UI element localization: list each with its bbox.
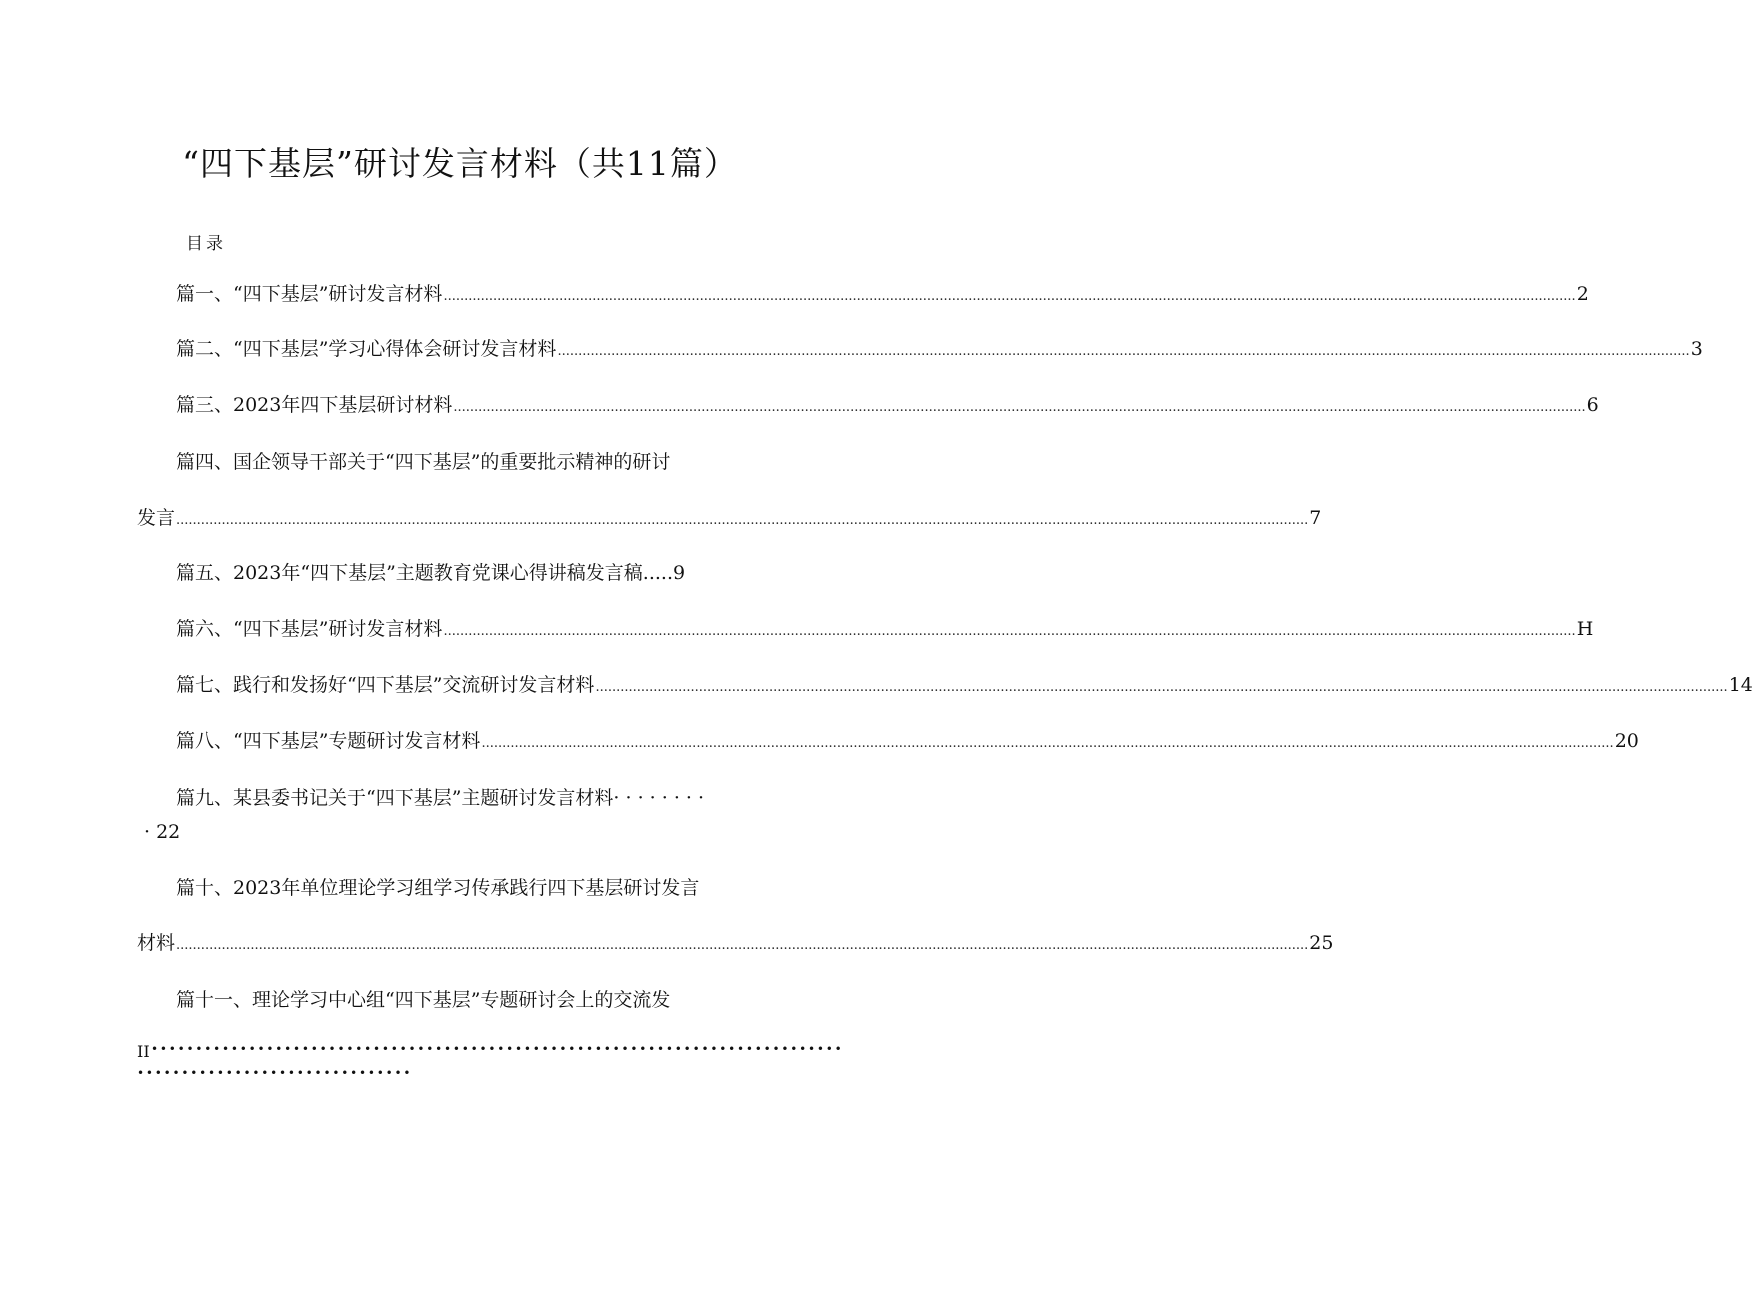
leader-dots [176,509,1308,533]
toc-entry-11-line1[interactable]: 篇十一、理论学习中心组“四下基层”专题研讨会上的交流发 [176,989,671,1011]
document-title: “四下基层”研讨发言材料（共11篇） [182,144,738,183]
leader-dots [176,934,1308,958]
toc-entry-1-page: 2 [1576,283,1589,305]
toc-entry-4[interactable] [137,506,1322,530]
leader-dots [481,732,1613,756]
toc-entry-11-bullets-row2: ••••••••••••••••••••••••••••••• [137,1066,413,1080]
toc-entry-2-page: 3 [1690,338,1703,360]
toc-entry-1[interactable] [176,282,1589,306]
toc-entry-8[interactable] [176,729,1639,753]
toc-entry-5[interactable]: 篇五、2023年“四下基层”主题教育党课心得讲稿发言稿.....9 [176,562,686,584]
leader-dots [453,396,1585,420]
toc-entry-11-prefix: II [137,1042,150,1061]
toc-entry-6-page: H [1576,618,1594,640]
leader-dots [443,285,1575,309]
toc-entry-3-page: 6 [1586,394,1599,416]
toc-entry-8-title: 篇八、“四下基层”专题研讨发言材料 [176,730,481,752]
toc-entry-10-line1[interactable]: 篇十、2023年单位理论学习组学习传承践行四下基层研讨发言 [176,877,700,899]
toc-entry-4-page: 7 [1309,507,1322,529]
toc-entry-6-title: 篇六、“四下基层”研讨发言材料 [176,618,443,640]
toc-entry-7-title: 篇七、践行和发扬好“四下基层”交流研讨发言材料 [176,674,595,696]
toc-entry-10[interactable] [137,931,1334,955]
toc-entry-2-title: 篇二、“四下基层”学习心得体会研讨发言材料 [176,338,557,360]
toc-entry-3[interactable] [176,393,1599,417]
toc-entry-8-page: 20 [1614,730,1639,752]
toc-entry-6[interactable] [176,617,1594,641]
toc-entry-10-title-cont: 材料 [137,932,176,954]
toc-entry-2[interactable] [176,337,1703,361]
toc-entry-4-title-cont: 发言 [137,507,176,529]
leader-dots [595,676,1727,700]
leader-dots [557,340,1689,364]
toc-entry-10-page: 25 [1309,932,1334,954]
leader-dots [443,620,1575,644]
toc-entry-7-page: 14 [1728,674,1753,696]
toc-entry-1-title: 篇一、“四下基层”研讨发言材料 [176,283,443,305]
toc-entry-11-bullets-row1: •••••••••••••••••••••••••••••••••••••••••••••••••••••••••••••••••••••••••••••• [151,1042,844,1056]
toc-entry-9-line2[interactable]: · 22 [144,821,181,843]
toc-entry-3-title: 篇三、2023年四下基层研讨材料 [176,394,453,416]
toc-entry-9-line1[interactable]: 篇九、某县委书记关于“四下基层”主题研讨发言材料· · · · · · · · [176,787,705,809]
toc-entry-7[interactable] [176,673,1753,697]
toc-heading: 目录 [186,234,226,254]
toc-entry-4-line1[interactable]: 篇四、国企领导干部关于“四下基层”的重要批示精神的研讨 [176,451,671,473]
